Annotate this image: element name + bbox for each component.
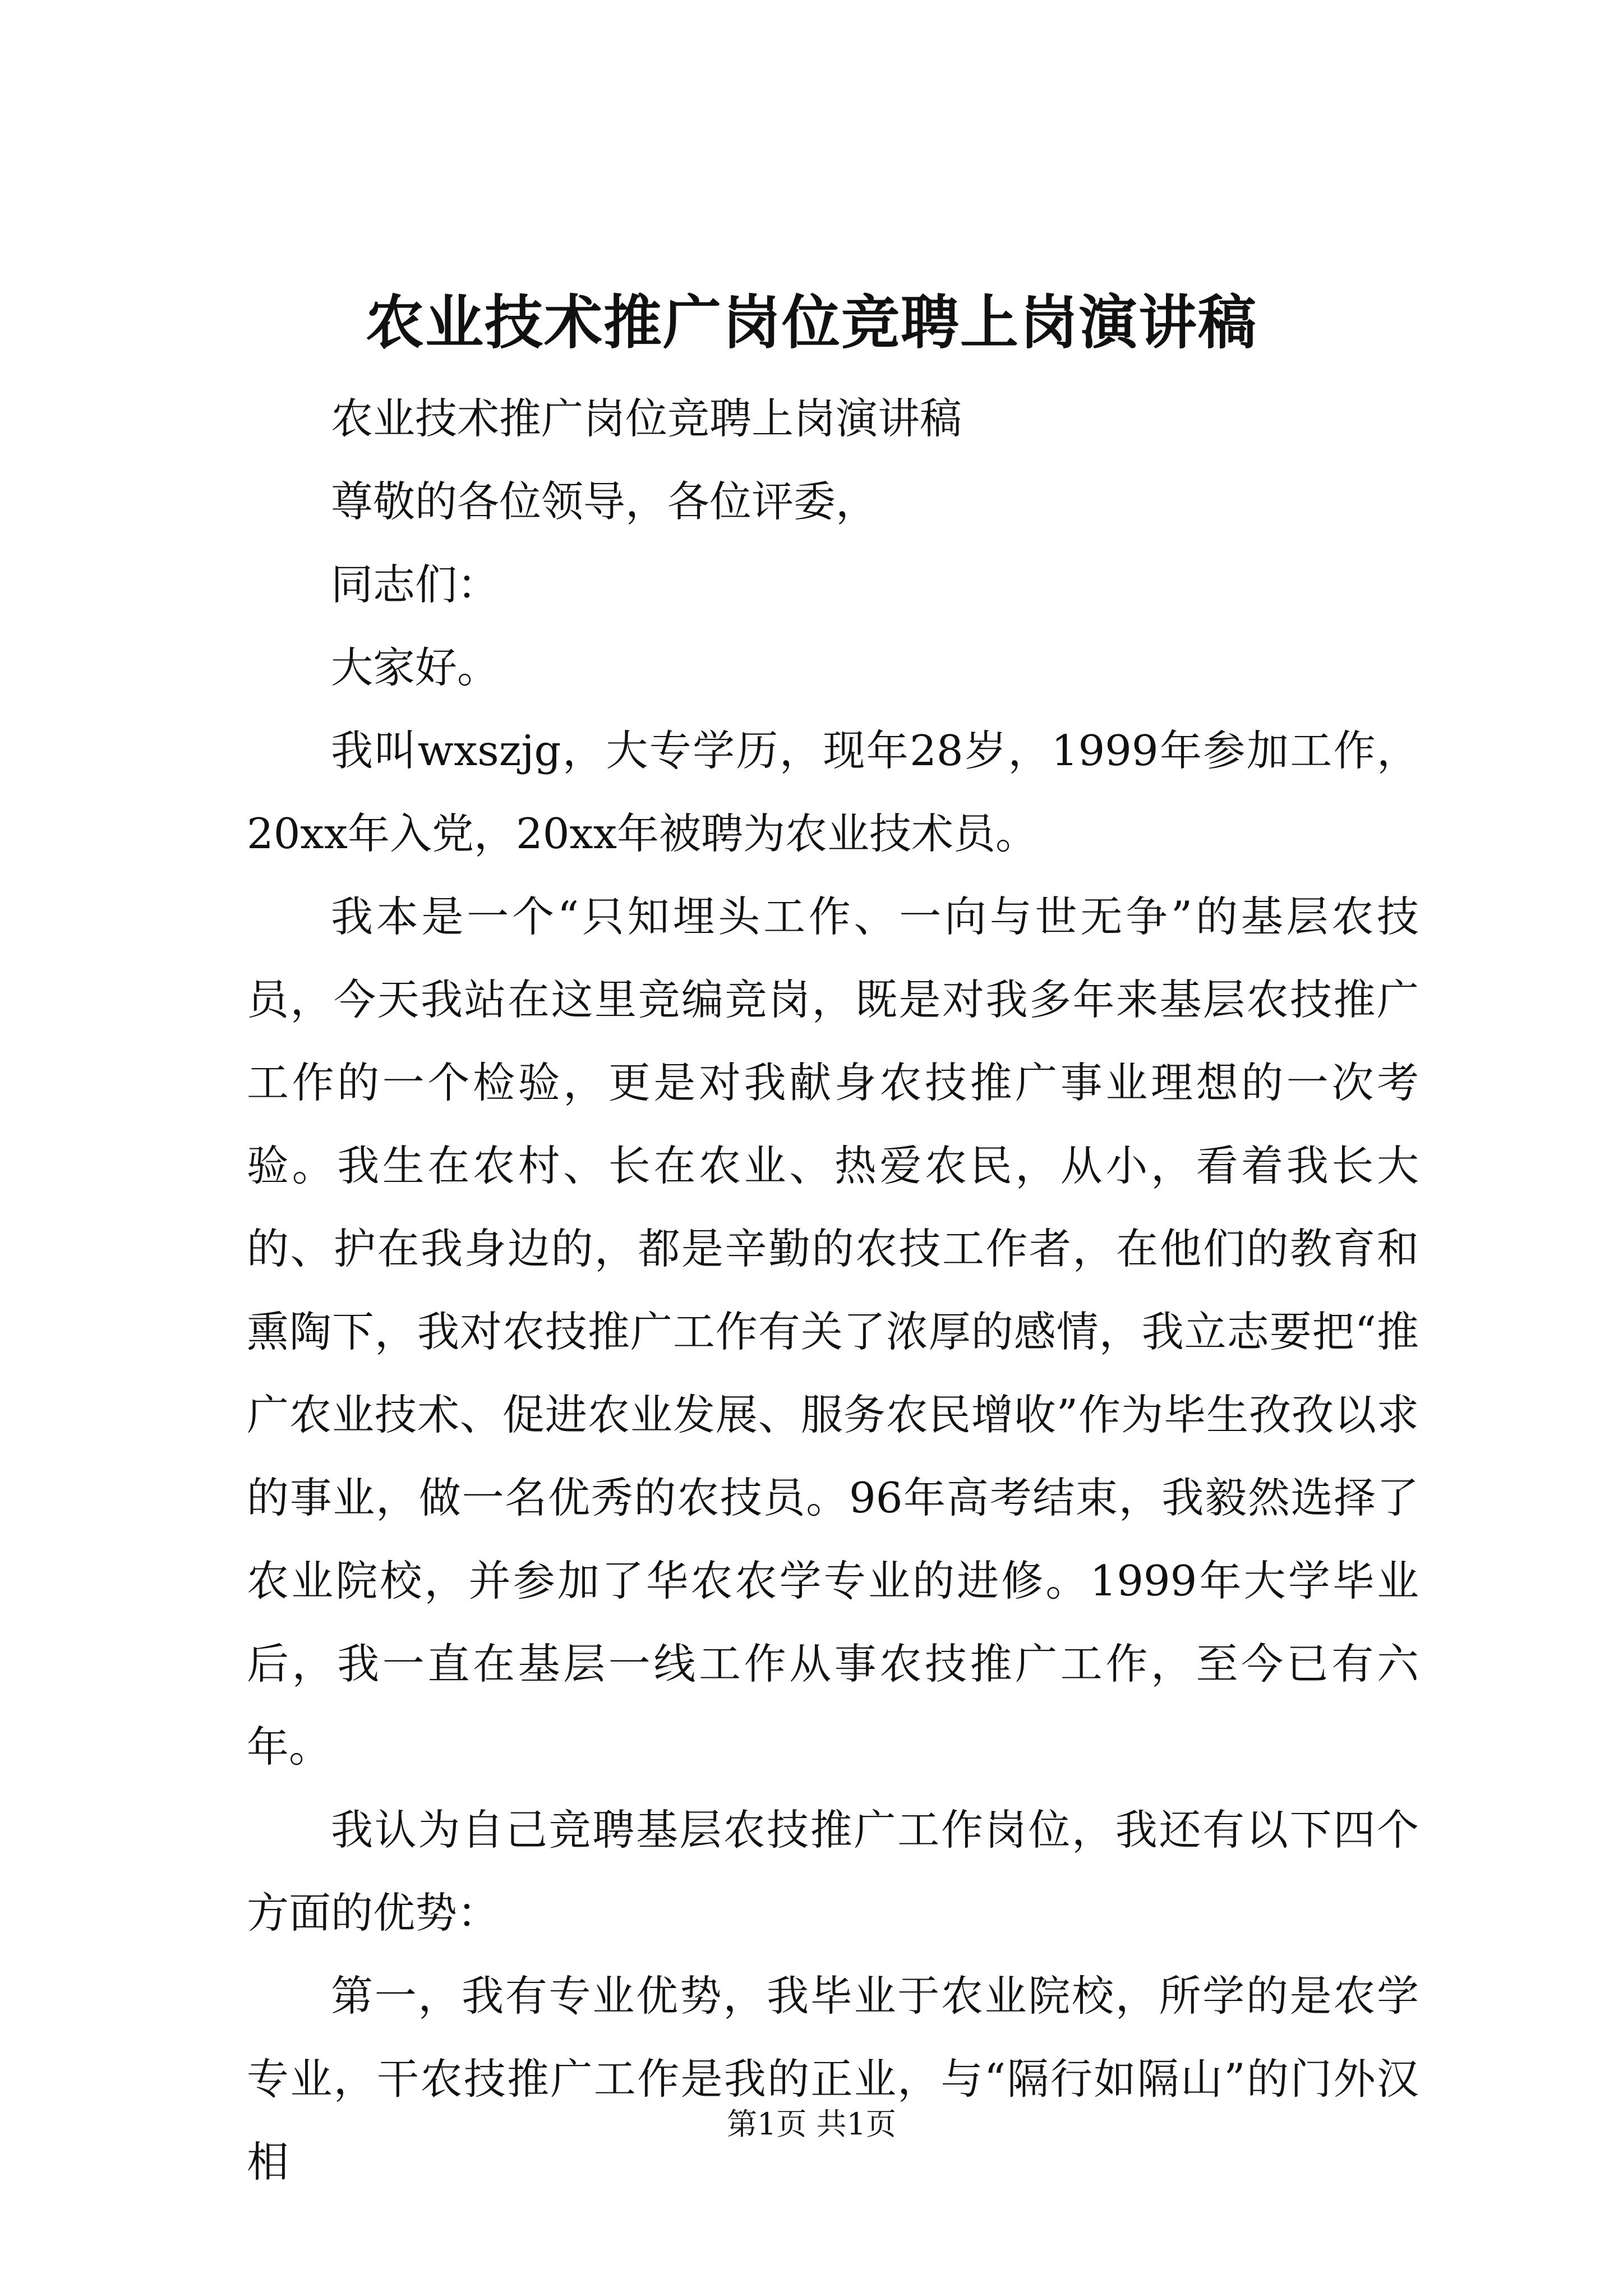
page-footer: 第1页 共1页 bbox=[727, 2106, 896, 2142]
greeting-paragraph: 大家好。 bbox=[331, 643, 500, 692]
advantage-one-paragraph: 第一，我有专业优势，我毕业于农业院校，所学的是农学专业，干农技推广工作是我的正业，与“隔行如隔山”的门外汉相 bbox=[247, 1971, 1419, 2187]
advantages-intro-paragraph: 我认为自己竞聘基层农技推广工作岗位，我还有以下四个方面的优势： bbox=[247, 1805, 1419, 1938]
background-paragraph: 我本是一个“只知埋头工作、一向与世无争”的基层农技员，今天我站在这里竞编竞岗，既是对我多年来基层农技推广工作的一个检验，更是对我献身农技推广事业理想的一次考验。我生在农村、长在农业、热爱农民，从小，看着我长大的、护在我身边的，都是辛勤的农技工作者，在他们的教育和熏陶下，我对农技推广工作有关了浓厚的感情，我立志要把“推广农业技术、促进农业发展、服务农民增收”作为毕生孜孜以求的事业，做一名优秀的农技员。96年高考结束，我毅然选择了农业院校，并参加了华农农学专业的进修。1999年大学毕业后，我一直在基层一线工作从事农技推广工作，至今已有六年。 bbox=[247, 892, 1419, 1772]
salutation-comrades-paragraph: 同志们： bbox=[331, 560, 500, 609]
subtitle-paragraph: 农业技术推广岗位竞聘上岗演讲稿 bbox=[331, 394, 962, 443]
introduction-paragraph: 我叫wxszjg，大专学历，现年28岁，1999年参加工作，20xx年入党，20xx年被聘为农业技术员。 bbox=[247, 726, 1419, 858]
document-title: 农业技术推广岗位竞聘上岗演讲稿 bbox=[365, 288, 1257, 357]
salutation-paragraph: 尊敬的各位领导，各位评委， bbox=[331, 477, 878, 526]
document-body bbox=[247, 377, 1419, 2203]
